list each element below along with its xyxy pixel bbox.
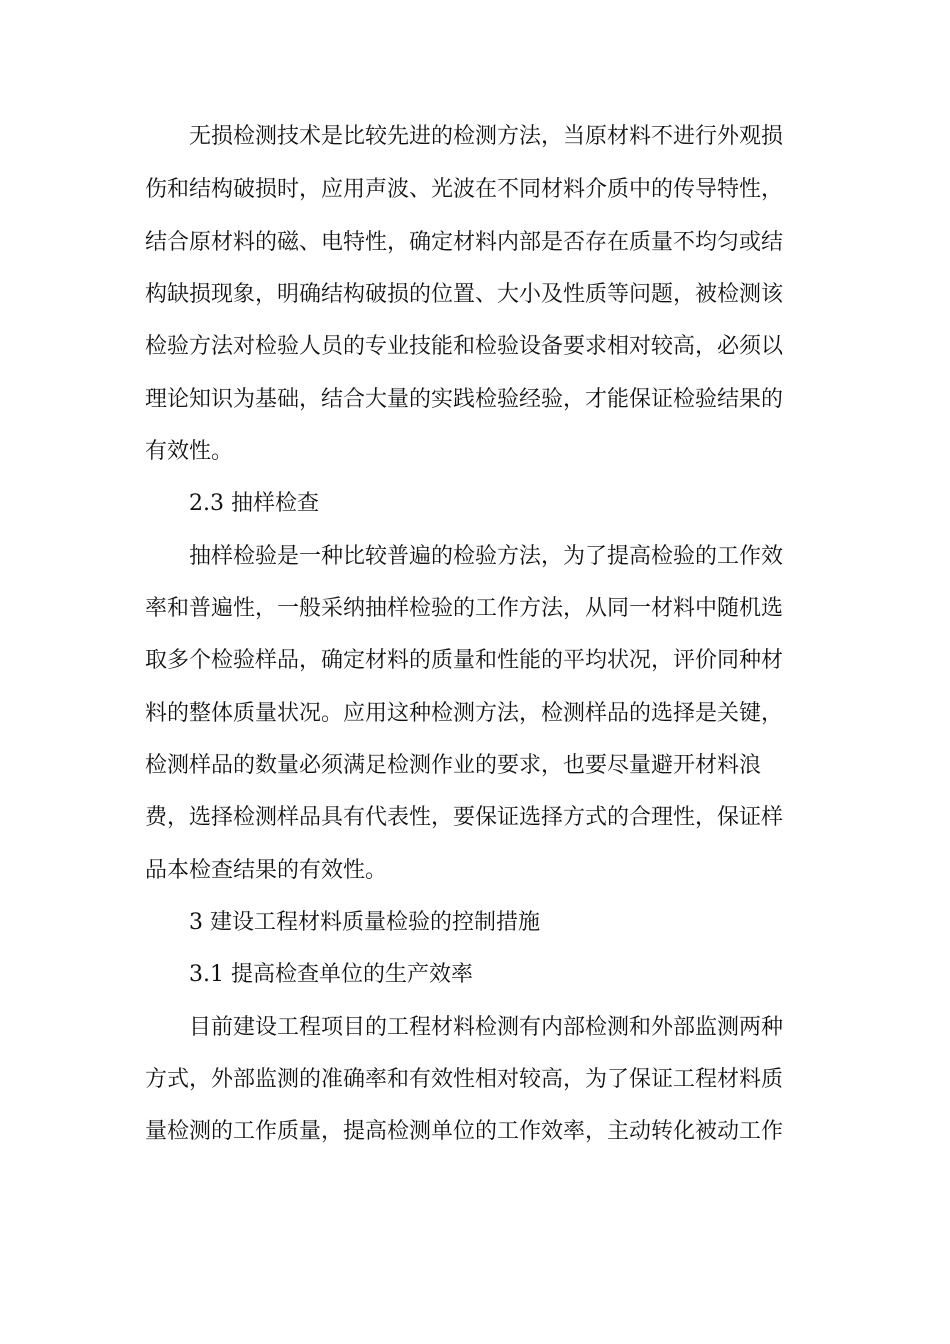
text-line: 率和普遍性，一般采纳抽样检验的工作方法，从同一材料中随机选 [145, 596, 784, 621]
text-line: 检测样品的数量必须满足检测作业的要求，也要尽量避开材料浪 [145, 753, 762, 778]
text-line: 取多个检验样品，确定材料的质量和性能的平均状况，评价同种材 [145, 648, 784, 673]
chapter-heading: 3 建设工程材料质量检验的控制措施 [189, 910, 540, 935]
text-line: 理论知识为基础，结合大量的实践检验经验，才能保证检验结果的 [145, 387, 784, 412]
text-line: 构缺损现象，明确结构破损的位置、大小及性质等问题，被检测该 [145, 282, 784, 307]
text-line: 方式，外部监测的准确率和有效性相对较高，为了保证工程材料质 [145, 1067, 784, 1092]
text-line: 有效性。 [145, 439, 234, 464]
text-line: 检验方法对检验人员的专业技能和检验设备要求相对较高，必须以 [145, 334, 784, 359]
text-line: 品本检查结果的有效性。 [145, 858, 388, 883]
text-line: 结合原材料的磁、电特性，确定材料内部是否存在质量不均匀或结 [145, 230, 784, 255]
section-heading: 2.3 抽样检查 [189, 491, 319, 516]
text-line: 料的整体质量状况。应用这种检测方法，检测样品的选择是关键， [145, 701, 784, 726]
text-line: 抽样检验是一种比较普遍的检验方法，为了提高检验的工作效 [189, 544, 784, 569]
text-line: 伤和结构破损时，应用声波、光波在不同材料介质中的传导特性， [145, 177, 784, 202]
text-line: 量检测的工作质量，提高检测单位的工作效率，主动转化被动工作 [145, 1119, 784, 1144]
text-line: 目前建设工程项目的工程材料检测有内部检测和外部监测两种 [189, 1015, 784, 1040]
text-line: 无损检测技术是比较先进的检测方法，当原材料不进行外观损 [189, 124, 784, 149]
text-line: 费，选择检测样品具有代表性，要保证选择方式的合理性，保证样 [145, 805, 784, 830]
section-heading: 3.1 提高检查单位的生产效率 [189, 962, 473, 987]
